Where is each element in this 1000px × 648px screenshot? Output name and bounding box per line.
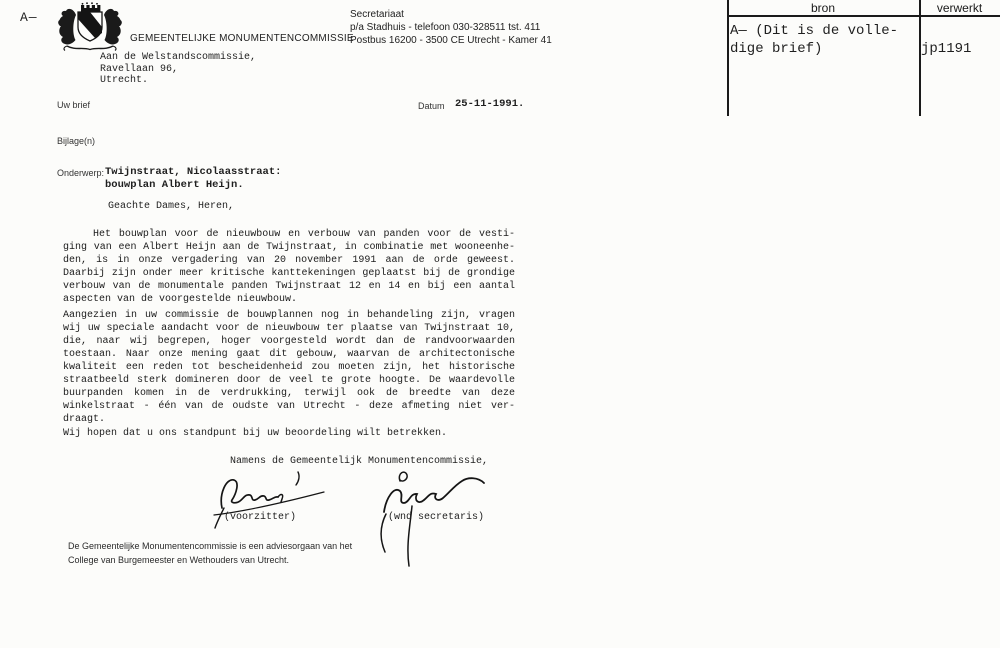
datum-label: Datum	[418, 101, 445, 111]
uw-brief-label: Uw brief	[57, 100, 91, 110]
stamp-table-left-border	[727, 0, 729, 116]
signoff-line: Namens de Gemeentelijk Monumentencommissie,	[230, 456, 489, 467]
stamp-table-header-verwerkt: verwerkt	[936, 1, 983, 15]
secretariat-block: Secretariaat p/a Stadhuis - telefoon 030-328511 tst. 411 Postbus 16200 - 3500 CE Utrecht - Kamer 41	[350, 9, 552, 46]
org-name: GEMEENTELIJKE MONUMENTENCOMMISSIE	[130, 33, 354, 44]
closing-line: Wij hopen dat u ons standpunt bij uw beoordeling wilt betrekken.	[63, 428, 448, 439]
signature-voorzitter-ink	[212, 468, 332, 535]
stamp-table-header-underline	[727, 15, 1000, 17]
paragraph-1: Het bouwplan voor de nieuwbouw en verbouw van panden voor de vesti- ging van een Albert Heijn aan de Twijnstraat, in combinatie met wooneenhe- den, is in onze vergadering van 20 november 1991 aan de orde geweest. Daarbij zijn onder meer kritische kanttekeningen geplaatst bij de grondige verbouw van de monumentale panden Twijnstraat 12 en 14 en bij een aantal aspecten van de voorgestelde nieuwbouw.	[63, 229, 515, 305]
footer-note: De Gemeentelijke Monumentencommissie is een adviesorgaan van het College van Burgemeester en Wethouders van Utrecht.	[68, 541, 353, 565]
datum-value: 25-11-1991.	[455, 98, 525, 110]
signature-secretaris-ink	[378, 468, 496, 579]
bijlage-label: Bijlage(n)	[57, 136, 96, 146]
onderwerp-subject: Twijnstraat, Nicolaasstraat: bouwplan Albert Heijn.	[105, 166, 282, 191]
stamp-table-cell-bron: A— (Dit is de volle- dige brief)	[730, 23, 899, 57]
signature-secretaris-caption: (wnd secretaris)	[388, 512, 485, 523]
onderwerp-label: Onderwerp:	[57, 168, 105, 178]
utrecht-coat-of-arms-icon	[56, 2, 124, 59]
salutation: Geachte Dames, Heren,	[108, 201, 235, 212]
stamp-table-column-divider	[919, 0, 921, 116]
margin-marker: A—	[20, 10, 38, 25]
stamp-table-cell-verwerkt: jp1191	[921, 41, 972, 57]
recipient-address: Aan de Welstandscommissie, Ravellaan 96, Utrecht.	[100, 52, 257, 86]
paragraph-2: Aangezien in uw commissie de bouwplannen nog in behandeling zijn, vragen wij uw speciale aandacht voor de nieuwbouw ter plaatse van Twijnstraat 10, die, naar wij begrepen, hoger voorgesteld wordt dan de randvoorwaarden toestaan. Naar onze mening gaat dit gebouw, waarvan de architectonische kwaliteit een reden tot bescheidenheid zou moeten zijn, het historische straatbeeld sterk domineren door de veel te grote hoogte. De waardevolle buurpanden komen in de verdrukking, terwijl ook de breedte van deze winkelstraat - één van de oudste van Utrecht - deze afmeting niet ver- draagt.	[63, 310, 515, 425]
signature-voorzitter-caption: (voorzitter)	[224, 512, 297, 523]
stamp-table-header-bron: bron	[810, 1, 836, 15]
